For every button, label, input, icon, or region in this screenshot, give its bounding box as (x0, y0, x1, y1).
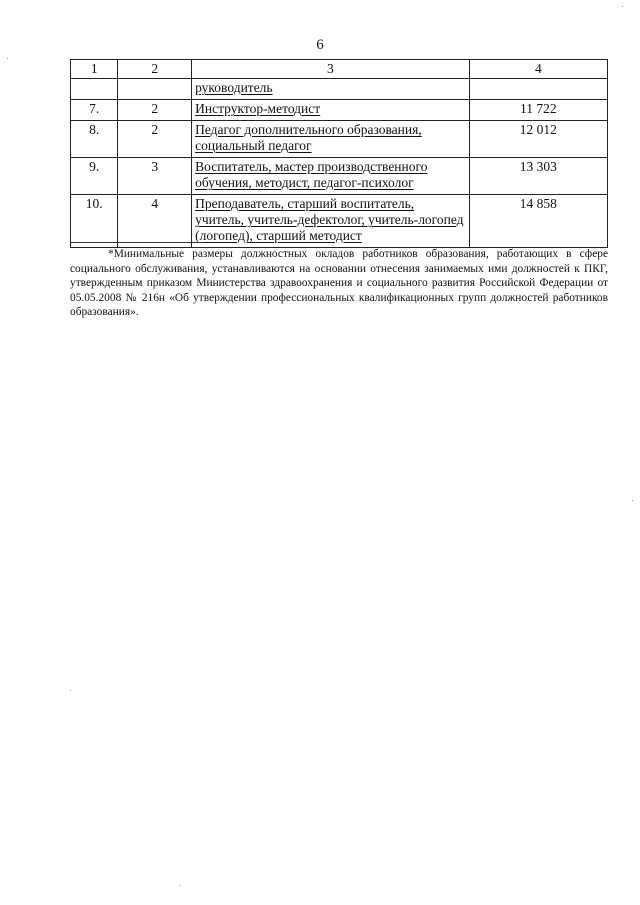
footnote-separator (70, 242, 205, 243)
row-salary: 14 858 (469, 195, 607, 248)
row-qualification-level: 2 (118, 121, 192, 158)
row-number (71, 79, 118, 100)
column-header-1: 1 (71, 60, 118, 79)
row-number: 7. (71, 100, 118, 121)
row-salary: 13 303 (469, 158, 607, 195)
row-number: 9. (71, 158, 118, 195)
row-number: 10. (71, 195, 118, 248)
salary-table (70, 59, 608, 248)
row-number: 8. (71, 121, 118, 158)
row-position-title: Инструктор-методист (192, 100, 470, 121)
column-header-4: 4 (469, 60, 607, 79)
table-row (71, 100, 608, 121)
scan-speck (632, 500, 633, 501)
scan-speck (180, 885, 181, 886)
scan-speck (70, 690, 71, 691)
row-position-title: Преподаватель, старший воспитатель, учитель, учитель-дефектолог, учитель-логопед (логопед), старший методист (192, 195, 470, 248)
row-salary (469, 79, 607, 100)
row-qualification-level: 3 (118, 158, 192, 195)
row-position-title: руководитель (192, 79, 470, 100)
scan-speck (7, 58, 8, 59)
table-row (71, 121, 608, 158)
row-position-title: Воспитатель, мастер производственного обучения, методист, педагог-психолог (192, 158, 470, 195)
row-position-title: Педагог дополнительного образования, социальный педагог (192, 121, 470, 158)
table-row (71, 195, 608, 248)
footnote-text: *Минимальные размеры должностных окладов работников образования, работающих в сфере социального обслуживания, устанавливаются на основании отнесения занимаемых ими должностей к ПКГ, утвержденным приказом Министерства здравоохранения и социального развития Российской Федерации от 05.05.2008 № 216н «Об утверждении профессиональных квалификационных групп должностей работников образования». (70, 248, 608, 319)
page-number: 6 (316, 37, 324, 53)
table-row (71, 79, 608, 100)
row-qualification-level: 4 (118, 195, 192, 248)
row-salary: 12 012 (469, 121, 607, 158)
table-header-row (71, 60, 608, 79)
row-salary: 11 722 (469, 100, 607, 121)
column-header-3: 3 (192, 60, 470, 79)
row-qualification-level: 2 (118, 100, 192, 121)
column-header-2: 2 (118, 60, 192, 79)
table-row (71, 158, 608, 195)
scan-speck (622, 6, 623, 7)
row-qualification-level (118, 79, 192, 100)
